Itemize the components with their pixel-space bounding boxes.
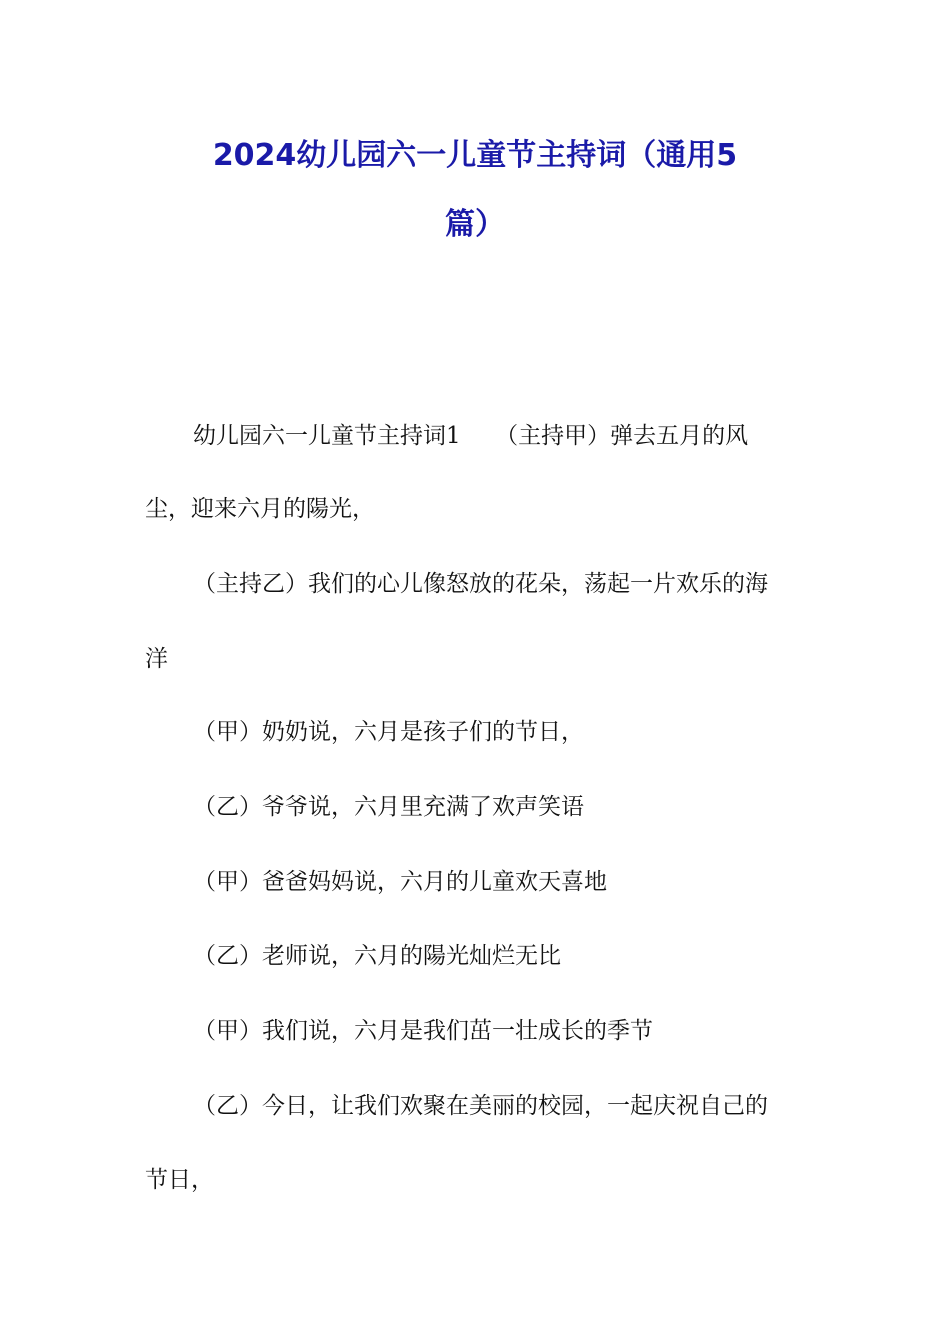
- paragraph-line-3: （主持乙）我们的心儿像怒放的花朵，荡起一片欢乐的海: [193, 571, 768, 597]
- paragraph-line-6: （乙）爷爷说，六月里充满了欢声笑语: [193, 794, 584, 820]
- paragraph-line-7: （甲）爸爸妈妈说，六月的儿童欢天喜地: [193, 869, 607, 895]
- paragraph-line-1: 幼儿园六一儿童节主持词1 （主持甲）弹去五月的风: [193, 423, 749, 449]
- paragraph-line-8: （乙）老师说，六月的陽光灿烂无比: [193, 943, 561, 969]
- paragraph-line-2: 尘，迎来六月的陽光，: [145, 496, 375, 522]
- paragraph-line-5: （甲）奶奶说，六月是孩子们的节日，: [193, 719, 584, 745]
- paragraph-line-11: 节日，: [145, 1167, 214, 1193]
- document-title-line-2: 篇）: [445, 207, 505, 242]
- paragraph-line-4: 洋: [145, 646, 168, 672]
- paragraph-line-9: （甲）我们说，六月是我们茁一壮成长的季节: [193, 1018, 653, 1044]
- document-title-line-1: 2024幼儿园六一儿童节主持词（通用5: [212, 138, 738, 173]
- paragraph-line-10: （乙）今日，让我们欢聚在美丽的校园，一起庆祝自己的: [193, 1093, 768, 1119]
